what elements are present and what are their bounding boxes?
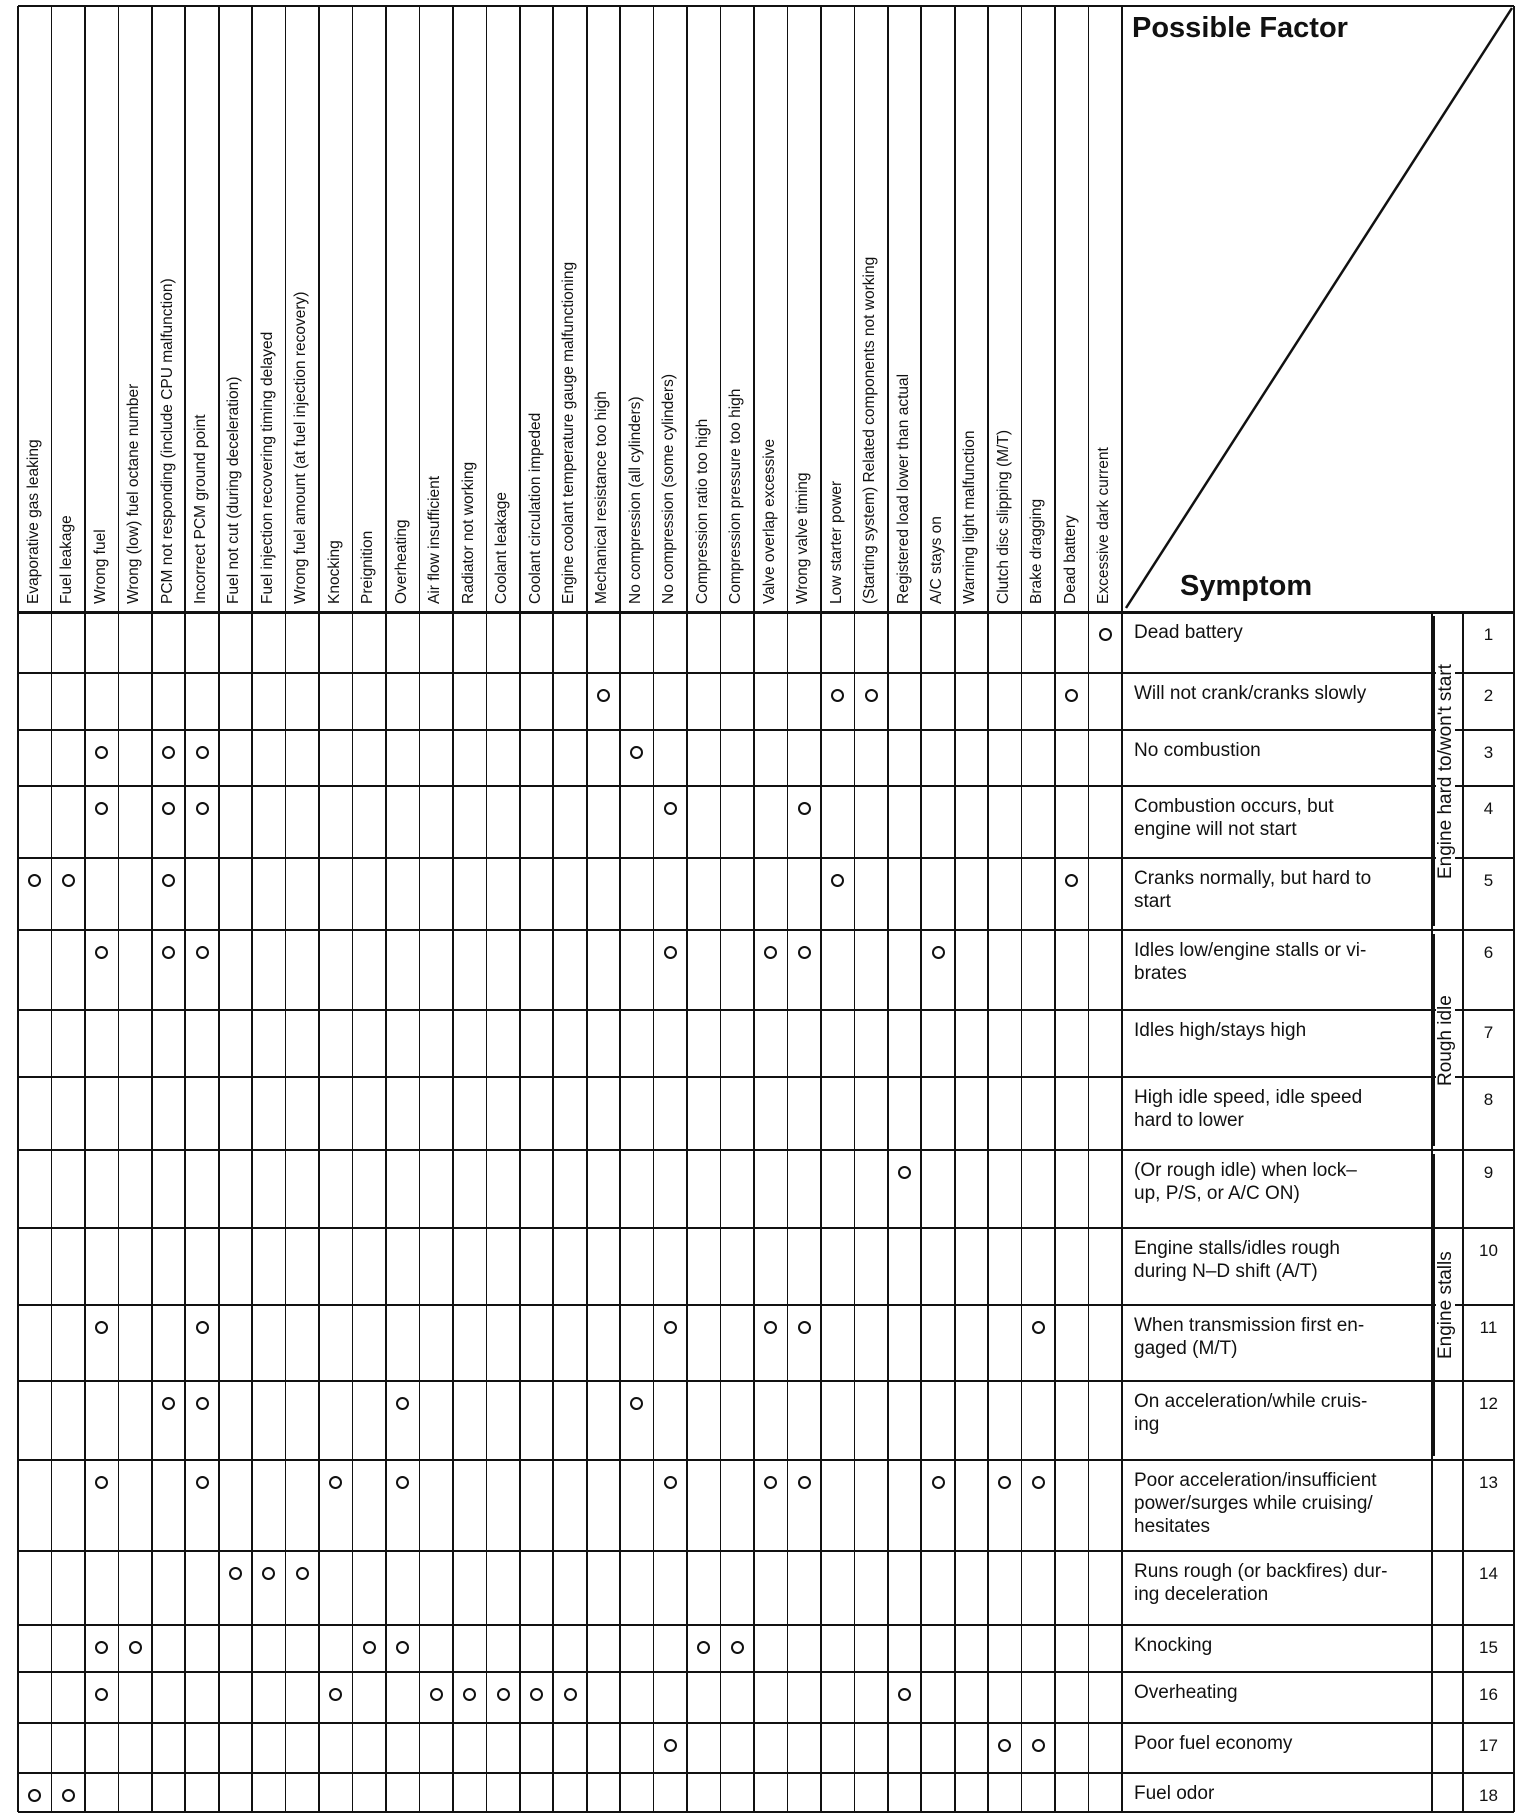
factor-mark xyxy=(196,746,209,759)
factor-column-line xyxy=(854,6,856,1812)
factor-header: PCM not responding (include CPU malfunction) xyxy=(158,278,176,604)
factor-mark xyxy=(630,1397,643,1410)
row-line xyxy=(18,1772,1514,1774)
factor-header: Fuel not cut (during deceleration) xyxy=(225,376,243,604)
factor-mark xyxy=(664,1321,677,1334)
number-column-line xyxy=(1462,612,1464,1812)
factor-mark xyxy=(28,874,41,887)
symptom-label: Overheating xyxy=(1134,1682,1238,1703)
row-line xyxy=(18,1722,1514,1724)
symptom-label: No combustion xyxy=(1134,740,1261,761)
factor-mark xyxy=(1032,1476,1045,1489)
factor-mark xyxy=(162,874,175,887)
factor-mark xyxy=(1065,874,1078,887)
factor-header: Preignition xyxy=(359,530,377,604)
factor-header: Brake dragging xyxy=(1028,498,1046,604)
factor-column-line xyxy=(519,6,521,1812)
factor-column-line xyxy=(686,6,688,1812)
factor-mark xyxy=(463,1688,476,1701)
factor-mark xyxy=(162,946,175,959)
symptom-label: Symptom xyxy=(1180,570,1313,602)
symptom-number: 13 xyxy=(1479,1473,1498,1492)
factor-mark xyxy=(865,689,878,702)
factor-column-line xyxy=(1088,6,1090,1812)
symptom-label: (Or rough idle) when lock– up, P/S, or A/C ON) xyxy=(1134,1160,1357,1204)
factor-mark xyxy=(162,802,175,815)
factor-column-line xyxy=(954,6,956,1812)
factor-header: Wrong (low) fuel octane number xyxy=(125,383,143,604)
row-line xyxy=(18,1550,1514,1552)
group-label: Engine hard to/won't start xyxy=(1436,661,1455,882)
factor-mark xyxy=(396,1476,409,1489)
factor-mark xyxy=(129,1641,142,1654)
factor-mark xyxy=(998,1476,1011,1489)
factor-mark xyxy=(95,1641,108,1654)
factor-header: Fuel injection recovering timing delayed xyxy=(258,331,276,604)
factor-mark xyxy=(162,1397,175,1410)
symptom-label: Combustion occurs, but engine will not start xyxy=(1134,796,1334,840)
factor-mark xyxy=(363,1641,376,1654)
factor-column-line xyxy=(452,6,454,1812)
corner-diagonal-line xyxy=(1126,8,1512,608)
factor-mark xyxy=(196,1476,209,1489)
symptom-label: Runs rough (or backfires) dur- ing deceleration xyxy=(1134,1561,1388,1605)
factor-mark xyxy=(396,1397,409,1410)
factor-mark xyxy=(28,1789,41,1802)
symptom-label: Engine stalls/idles rough during N–D shift (A/T) xyxy=(1134,1238,1340,1282)
row-line xyxy=(18,785,1514,787)
factor-header: Knocking xyxy=(325,540,343,604)
row-line xyxy=(18,929,1514,931)
factor-column-line xyxy=(787,6,789,1812)
factor-mark xyxy=(329,1476,342,1489)
row-line xyxy=(18,1459,1514,1461)
factor-column-line xyxy=(920,6,922,1812)
factor-column-line xyxy=(385,6,387,1812)
factor-header: Overheating xyxy=(392,519,410,604)
factor-header: Valve overlap excessive xyxy=(760,438,778,604)
factor-column-line xyxy=(753,6,755,1812)
row-line xyxy=(18,729,1514,731)
factor-header: Coolant circulation impeded xyxy=(526,412,544,604)
factor-mark xyxy=(62,1789,75,1802)
factor-mark xyxy=(329,1688,342,1701)
symptom-number: 18 xyxy=(1479,1786,1498,1805)
factor-mark xyxy=(229,1567,242,1580)
factor-mark xyxy=(196,802,209,815)
factor-mark xyxy=(798,1476,811,1489)
factor-header: Incorrect PCM ground point xyxy=(192,414,209,604)
factor-header: Dead battery xyxy=(1061,515,1079,604)
factor-mark xyxy=(430,1688,443,1701)
factor-column-line xyxy=(118,6,120,1812)
factor-mark xyxy=(998,1739,1011,1752)
factor-column-line xyxy=(318,6,320,1812)
group-label: Engine stalls xyxy=(1436,1248,1455,1362)
symptom-number: 2 xyxy=(1483,686,1494,705)
factor-mark xyxy=(798,802,811,815)
symptom-number: 9 xyxy=(1483,1163,1494,1182)
factor-header: Engine coolant temperature gauge malfunctioning xyxy=(560,261,577,604)
factor-header: No compression (some cylinders) xyxy=(660,374,678,604)
factor-header: Mechanical resistance too high xyxy=(593,391,611,604)
factor-mark xyxy=(664,802,677,815)
possible-factor-label: Possible Factor xyxy=(1132,12,1348,44)
factor-header: Registered load lower than actual xyxy=(894,373,912,604)
factor-mark xyxy=(95,946,108,959)
factor-mark xyxy=(831,689,844,702)
factor-mark xyxy=(95,1321,108,1334)
factor-header: Wrong fuel xyxy=(91,529,109,604)
symptom-number: 7 xyxy=(1483,1023,1494,1042)
factor-mark xyxy=(62,874,75,887)
factor-header: Evaporative gas leaking xyxy=(24,439,42,604)
factor-header: Air flow insufficient xyxy=(426,475,444,604)
factor-mark xyxy=(831,874,844,887)
factor-mark xyxy=(764,1321,777,1334)
factor-mark xyxy=(564,1688,577,1701)
row-line xyxy=(18,1671,1514,1673)
row-line xyxy=(18,1227,1514,1229)
factor-mark xyxy=(798,946,811,959)
factor-header: Fuel leakage xyxy=(58,515,76,604)
factor-header: Radiator not working xyxy=(459,461,477,604)
symptom-label: Knocking xyxy=(1134,1635,1213,1656)
row-line xyxy=(18,1076,1514,1078)
symptom-label: Poor acceleration/insufficient power/surges while cruising/ hesitates xyxy=(1134,1470,1377,1537)
factor-header: No compression (all cylinders) xyxy=(626,396,644,604)
factor-mark xyxy=(162,746,175,759)
factor-column-line xyxy=(352,6,354,1812)
symptom-number: 1 xyxy=(1483,625,1494,644)
group-label: Rough idle xyxy=(1436,992,1455,1089)
factor-header: Compression ratio too high xyxy=(693,418,711,604)
factor-mark xyxy=(196,1397,209,1410)
factor-mark xyxy=(296,1567,309,1580)
factor-mark xyxy=(664,1476,677,1489)
factor-column-line xyxy=(987,6,989,1812)
symptom-number: 10 xyxy=(1479,1241,1498,1260)
factor-mark xyxy=(262,1567,275,1580)
symptom-number: 16 xyxy=(1479,1685,1498,1704)
factor-column-line xyxy=(586,6,588,1812)
factor-mark xyxy=(95,1688,108,1701)
factor-mark xyxy=(497,1688,510,1701)
factor-column-line xyxy=(1021,6,1023,1812)
factor-mark xyxy=(1065,689,1078,702)
factor-mark xyxy=(898,1688,911,1701)
factor-header: Warning light malfunction xyxy=(961,430,979,604)
symptom-number: 6 xyxy=(1483,943,1494,962)
factor-header: Excessive dark current xyxy=(1095,447,1113,604)
factor-column-line xyxy=(218,6,220,1812)
factor-column-line xyxy=(653,6,655,1812)
row-line xyxy=(18,857,1514,859)
row-line xyxy=(18,1149,1514,1151)
factor-header: A/C stays on xyxy=(928,516,945,604)
symptom-label: Poor fuel economy xyxy=(1134,1733,1293,1754)
factor-mark xyxy=(597,689,610,702)
factor-mark xyxy=(932,1476,945,1489)
factor-mark xyxy=(664,1739,677,1752)
row-line xyxy=(18,1304,1514,1306)
factor-header: (Starting system) Related components not working xyxy=(861,256,879,604)
factor-column-line xyxy=(151,6,153,1812)
symptom-number: 3 xyxy=(1483,743,1494,762)
factor-header: Clutch disc slipping (M/T) xyxy=(994,430,1012,604)
factor-header: Coolant leakage xyxy=(493,491,511,604)
symptom-number: 11 xyxy=(1479,1318,1498,1337)
symptom-number: 12 xyxy=(1479,1394,1498,1413)
symptom-label: High idle speed, idle speed hard to lower xyxy=(1134,1087,1363,1131)
symptom-label: Idles high/stays high xyxy=(1134,1020,1307,1041)
factor-column-line xyxy=(820,6,822,1812)
row-line xyxy=(18,672,1514,674)
symptom-label: Idles low/engine stalls or vi- brates xyxy=(1134,940,1367,984)
symptom-number: 5 xyxy=(1483,871,1494,890)
factor-column-line xyxy=(619,6,621,1812)
factor-column-line xyxy=(419,6,421,1812)
row-line xyxy=(18,1624,1514,1626)
symptom-label: On acceleration/while cruis- ing xyxy=(1134,1391,1368,1435)
factor-mark xyxy=(932,946,945,959)
symptom-number: 4 xyxy=(1483,799,1494,818)
factor-mark xyxy=(798,1321,811,1334)
symptom-number: 8 xyxy=(1483,1090,1494,1109)
factor-header: Compression pressure too high xyxy=(727,388,745,604)
factor-header: Low starter power xyxy=(827,480,845,604)
factor-mark xyxy=(630,746,643,759)
symptom-label: Cranks normally, but hard to start xyxy=(1134,868,1372,912)
factor-mark xyxy=(95,802,108,815)
factor-mark xyxy=(396,1641,409,1654)
factor-header: Wrong fuel amount (at fuel injection recovery) xyxy=(292,291,310,604)
factor-column-line xyxy=(552,6,554,1812)
factor-mark xyxy=(196,1321,209,1334)
factor-mark xyxy=(764,1476,777,1489)
factor-column-line xyxy=(486,6,488,1812)
factor-mark xyxy=(95,746,108,759)
row-line xyxy=(18,1380,1514,1382)
factor-mark xyxy=(530,1688,543,1701)
corner-diagonal xyxy=(1122,6,1514,612)
factor-mark xyxy=(664,946,677,959)
symptom-label: When transmission first en- gaged (M/T) xyxy=(1134,1315,1365,1359)
factor-column-line xyxy=(887,6,889,1812)
symptom-label: Fuel odor xyxy=(1134,1783,1215,1804)
symptom-number: 14 xyxy=(1479,1564,1498,1583)
factor-column-line xyxy=(1054,6,1056,1812)
row-line xyxy=(18,1009,1514,1011)
factor-mark xyxy=(1099,628,1112,641)
factor-column-line xyxy=(251,6,253,1812)
factor-column-line xyxy=(285,6,287,1812)
symptom-label: Dead battery xyxy=(1134,622,1243,643)
factor-column-line xyxy=(184,6,186,1812)
factor-column-line xyxy=(720,6,722,1812)
factor-mark xyxy=(731,1641,744,1654)
factor-mark xyxy=(95,1476,108,1489)
factor-mark xyxy=(196,946,209,959)
factor-mark xyxy=(1032,1739,1045,1752)
factor-column-line xyxy=(84,6,86,1812)
factor-column-line xyxy=(51,6,53,1812)
frame-left xyxy=(17,6,20,1812)
factor-mark xyxy=(1032,1321,1045,1334)
factor-mark xyxy=(697,1641,710,1654)
symptom-label: Will not crank/cranks slowly xyxy=(1134,683,1367,704)
factor-mark xyxy=(898,1166,911,1179)
row-line xyxy=(18,1811,1514,1813)
factor-mark xyxy=(764,946,777,959)
symptom-number: 17 xyxy=(1479,1736,1498,1755)
symptom-number: 15 xyxy=(1479,1638,1498,1657)
factor-header: Wrong valve timing xyxy=(794,472,812,604)
